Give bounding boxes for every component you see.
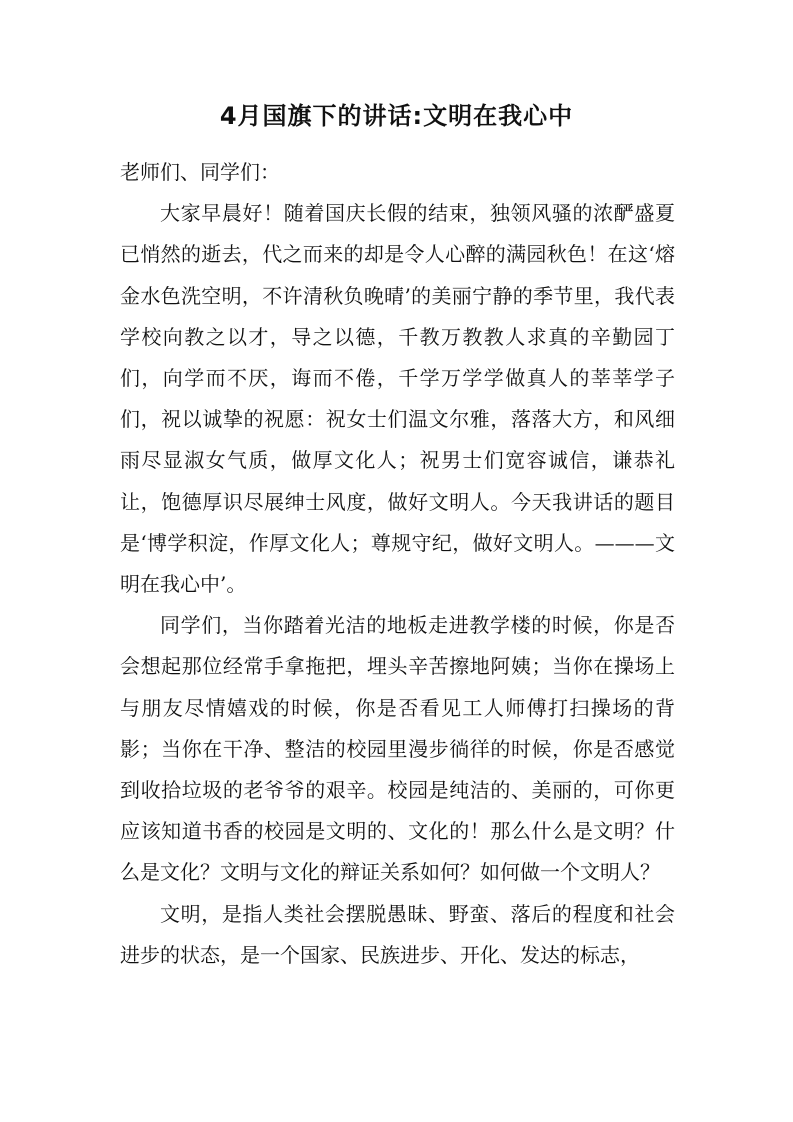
paragraph-1: 大家早晨好！随着国庆长假的结束，独领风骚的浓酽盛夏已悄然的逝去，代之而来的却是令人心醉的满园秋色！在这‘熔金水色洗空明，不许清秋负晚晴’的美丽宁静的季节里，我代表学校向教之以才，导之以德，千教万教教人求真的辛勤园丁们，向学而不厌，诲而不倦，千学万学学做真人的莘莘学子们，祝以诚挚的祝愿：祝女士们温文尔雅，落落大方，和风细雨尽显淑女气质，做厚文化人；祝男士们宽容诚信，谦恭礼让，饱德厚识尽展绅士风度，做好文明人。今天我讲话的题目是‘博学积淀，作厚文化人；尊规守纪，做好文明人。———文明在我心中’。	[120, 201, 675, 597]
salutation: 老师们、同学们：	[120, 160, 280, 184]
document-title: 4月国旗下的讲话:文明在我心中	[219, 102, 574, 130]
paragraph-2: 同学们，当你踏着光洁的地板走进教学楼的时候，你是否会想起那位经常手拿拖把，埋头辛苦擦地阿姨；当你在操场上与朋友尽情嬉戏的时候，你是否看见工人师傅打扫操场的背影；当你在干净、整洁的校园里漫步徜徉的时候，你是否感觉到收拾垃圾的老爷爷的艰辛。校园是纯洁的、美丽的，可你更应该知道书香的校园是文明的、文化的！那么什么是文明？什么是文化？文明与文化的辩证关系如何？如何做一个文明人？	[120, 613, 675, 885]
document-body	[120, 152, 675, 976]
paragraph-3: 文明，是指人类社会摆脱愚昧、野蛮、落后的程度和社会进步的状态，是一个国家、民族进步、开化、发达的标志，	[120, 901, 675, 967]
